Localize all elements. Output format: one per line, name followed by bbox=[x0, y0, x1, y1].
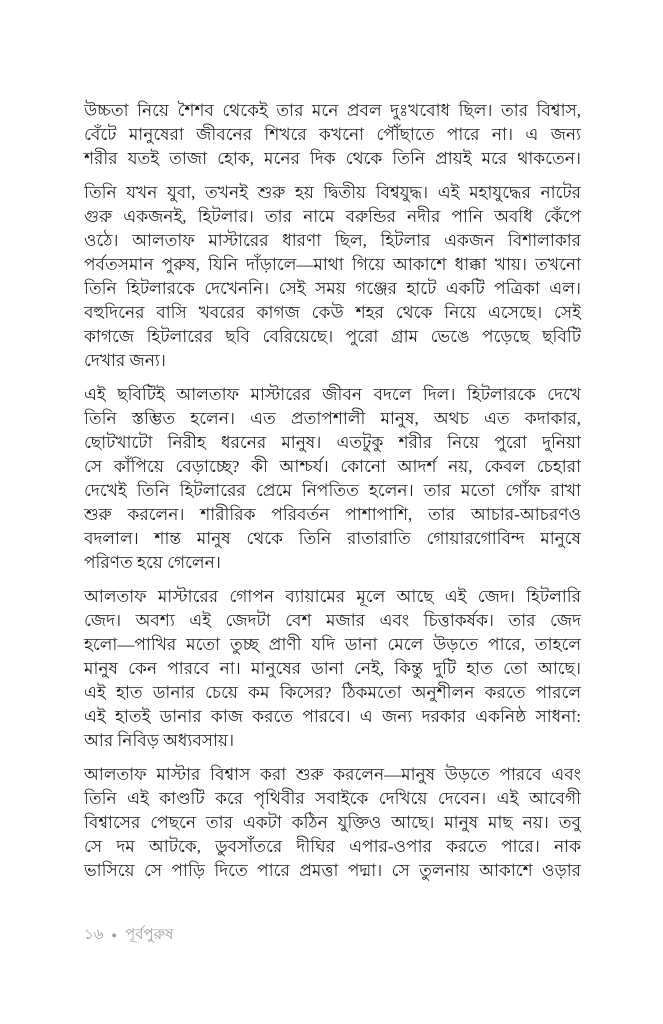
text-line: ভাসিয়ে সে পাড়ি দিতে পারে প্রমত্তা পদ্মা। সে তুলনায় আকাশে ওড়ার bbox=[84, 861, 581, 880]
paragraph bbox=[84, 763, 581, 883]
text-line: পরিণত হয়ে গেলেন। bbox=[84, 553, 221, 572]
paragraph bbox=[84, 99, 581, 171]
page-number: ১৬ bbox=[84, 927, 104, 943]
text-line: বিশ্বাসের পেছনে তার একটা কঠিন যুক্তিও আছে। মানুষ মাছ নয়। তবু bbox=[84, 813, 581, 832]
text-line: হলো—পাখির মতো তুচ্ছ প্রাণী যদি ডানা মেলে উড়তে পারে, তাহলে bbox=[84, 635, 581, 654]
text-line: এই হাতই ডানার কাজ করতে পারবে। এ জন্য দরকার একনিষ্ঠ সাধনা: bbox=[84, 707, 581, 726]
text-line: বহুদিনের বাসি খবরের কাগজ কেউ শহর থেকে নিয়ে এসেছে। সেই bbox=[84, 303, 581, 322]
paragraph bbox=[84, 383, 581, 575]
text-line: সে কাঁপিয়ে বেড়াচ্ছে? কী আশ্চর্য। কোনো আদর্শ নয়, কেবল চেহারা bbox=[84, 457, 581, 476]
bullet-icon: ● bbox=[111, 929, 117, 940]
paragraph bbox=[84, 181, 581, 373]
text-line: গুরু একজনই, হিটলার। তার নামে বরুন্ডির নদীর পানি অবধি কেঁপে bbox=[84, 207, 581, 226]
text-line: এই ছবিটিই আলতাফ মাস্টারের জীবন বদলে দিল। হিটলারকে দেখে bbox=[84, 385, 581, 404]
text-line: আলতাফ মাস্টারের গোপন ব্যায়ামের মূলে আছে এই জেদ। হিটলারি bbox=[84, 587, 581, 606]
text-line: উচ্চতা নিয়ে শৈশব থেকেই তার মনে প্রবল দুঃখবোধ ছিল। তার বিশ্বাস, bbox=[84, 101, 581, 120]
text-line: জেদ। অবশ্য এই জেদটা বেশ মজার এবং চিত্তাকর্ষক। তার জেদ bbox=[84, 611, 581, 630]
text-line: দেখেই তিনি হিটলারের প্রেমে নিপতিত হলেন। তার মতো গোঁফ রাখা bbox=[84, 481, 581, 500]
text-line: ওঠে। আলতাফ মাস্টারের ধারণা ছিল, হিটলার একজন বিশালাকার bbox=[84, 231, 581, 250]
text-line: পর্বতসমান পুরুষ, যিনি দাঁড়ালে—মাথা গিয়ে আকাশে ধাক্কা খায়। তখনো bbox=[84, 255, 581, 274]
body-text bbox=[84, 99, 581, 893]
text-line: তিনি স্তম্ভিত হলেন। এত প্রতাপশালী মানুষ, অথচ এত কদাকার, bbox=[84, 409, 581, 428]
text-line: সে দম আটকে, ডুবসাঁতরে দীঘির এপার-ওপার করতে পারে। নাক bbox=[84, 837, 581, 856]
text-line: দেখার জন্য। bbox=[84, 351, 166, 370]
page-footer bbox=[84, 925, 173, 945]
book-title: পূর্বপুরুষ bbox=[124, 927, 174, 943]
paragraph bbox=[84, 585, 581, 753]
text-line: মানুষ কেন পারবে না। মানুষের ডানা নেই, কিন্তু দুটি হাত তো আছে। bbox=[84, 659, 581, 678]
text-line: এই হাত ডানার চেয়ে কম কিসের? ঠিকমতো অনুশীলন করতে পারলে bbox=[84, 683, 581, 702]
text-line: আলতাফ মাস্টার বিশ্বাস করা শুরু করলেন—মানুষ উড়তে পারবে এবং bbox=[84, 765, 581, 784]
text-line: তিনি এই কাণ্ডটি করে পৃথিবীর সবাইকে দেখিয়ে দেবেন। এই আবেগী bbox=[84, 789, 581, 808]
text-line: শরীর যতই তাজা হোক, মনের দিক থেকে তিনি প্রায়ই মরে থাকতেন। bbox=[84, 149, 581, 168]
text-line: ছোটখাটো নিরীহ ধরনের মানুষ। এতটুকু শরীর নিয়ে পুরো দুনিয়া bbox=[84, 433, 581, 452]
text-line: কাগজে হিটলারের ছবি বেরিয়েছে। পুরো গ্রাম ভেঙে পড়েছে ছবিটি bbox=[84, 327, 581, 346]
text-line: শুরু করলেন। শারীরিক পরিবর্তন পাশাপাশি, তার আচার-আচরণও bbox=[84, 505, 581, 524]
text-line: বেঁটে মানুষেরা জীবনের শিখরে কখনো পৌঁছাতে পারে না। এ জন্য bbox=[84, 125, 581, 144]
text-line: তিনি যখন যুবা, তখনই শুরু হয় দ্বিতীয় বিশ্বযুদ্ধ। এই মহাযুদ্ধের নাটের bbox=[84, 183, 581, 202]
text-line: বদলাল। শান্ত মানুষ থেকে তিনি রাতারাতি গোয়ারগোবিন্দ মানুষে bbox=[84, 529, 581, 548]
text-line: আর নিবিড় অধ্যবসায়। bbox=[84, 731, 235, 750]
text-line: তিনি হিটলারকে দেখেননি। সেই সময় গঞ্জের হাটে একটি পত্রিকা এল। bbox=[84, 279, 581, 298]
